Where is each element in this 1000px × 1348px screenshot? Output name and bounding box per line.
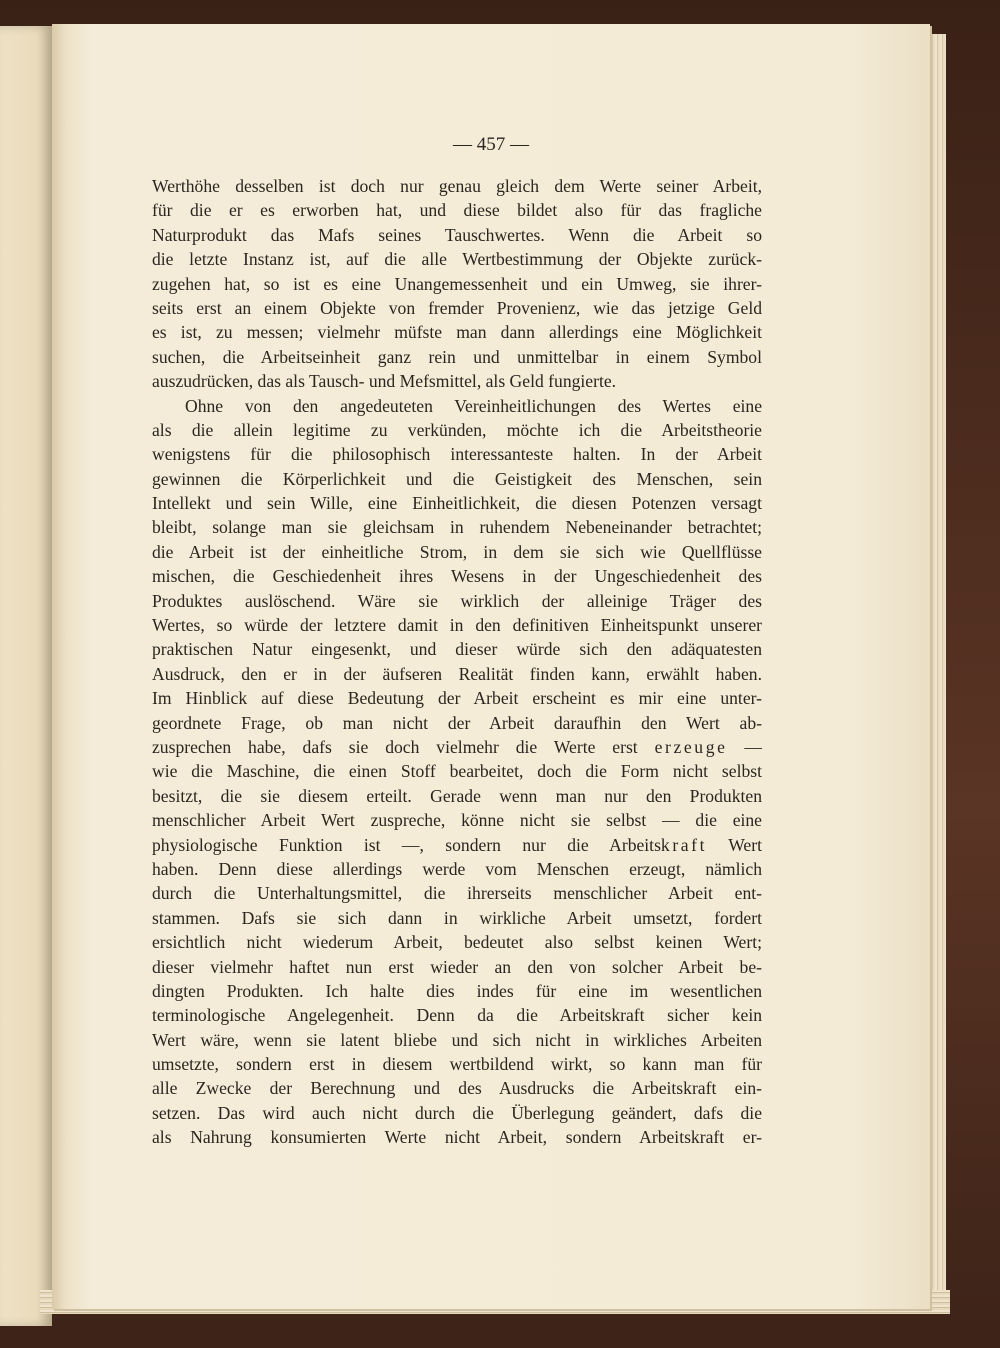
text-segment: — (744, 736, 762, 757)
text-line: praktischen Natur eingesenkt, und dieser würde sich den adäquatesten (152, 639, 762, 660)
paragraph-2 (152, 394, 762, 1150)
text-segment: Wert (728, 834, 762, 855)
text-line-with-emphasis (152, 833, 762, 857)
paragraph-1 (152, 174, 762, 394)
text-line: es ist, zu messen; vielmehr müfste man dann allerdings eine Möglichkeit (152, 322, 762, 343)
text-line: mischen, die Geschiedenheit ihres Wesens in der Ungeschiedenheit des (152, 566, 762, 587)
text-line: für die er es erworben hat, und diese bildet also für das fragliche (152, 200, 762, 221)
text-line: durch die Unterhaltungsmittel, die ihrerseits menschlicher Arbeit ent- (152, 883, 762, 904)
text-line: umsetzte, sondern erst in diesem wertbildend wirkt, so kann man für (152, 1054, 762, 1075)
text-line: Intellekt und sein Wille, eine Einheitlichkeit, die diesen Potenzen versagt (152, 493, 762, 514)
page-number: — 457 — (453, 134, 529, 155)
text-line: besitzt, die sie diesem erteilt. Gerade wenn man nur den Produkten (152, 785, 762, 806)
text-line: auszudrücken, das als Tausch- und Mefsmittel, als Geld fungierte. (152, 371, 617, 392)
emphasized-word: erzeuge (654, 736, 728, 757)
text-line: haben. Denn diese allerdings werde vom Menschen erzeugt, nämlich (152, 858, 762, 879)
text-line: geordnete Frage, ob man nicht der Arbeit daraufhin den Wert ab- (152, 712, 762, 733)
text-line: seits erst an einem Objekte von fremder Provenienz, wie das jetzige Geld (152, 297, 762, 318)
text-line: Wert wäre, wenn sie latent bliebe und sich nicht in wirkliches Arbeiten (152, 1029, 762, 1050)
text-line: Naturprodukt das Mafs seines Tauschwertes. Wenn die Arbeit so (152, 224, 762, 245)
text-line: Werthöhe desselben ist doch nur genau gleich dem Werte seiner Arbeit, (152, 176, 762, 196)
text-line: Wertes, so würde der letztere damit in den definitiven Einheitspunkt unserer (152, 615, 762, 636)
text-line: wie die Maschine, die einen Stoff bearbeitet, doch die Form nicht selbst (152, 761, 762, 782)
text-segment: zusprechen habe, dafs sie doch vielmehr die Werte erst (152, 736, 638, 757)
text-line: die letzte Instanz ist, auf die alle Wertbestimmung der Objekte zurück- (152, 249, 762, 270)
text-line: terminologische Angelegenheit. Denn da die Arbeitskraft sicher kein (152, 1005, 762, 1026)
text-line: als Nahrung konsumierten Werte nicht Arbeit, sondern Arbeitskraft er- (152, 1127, 762, 1148)
text-line: Produktes auslöschend. Wäre sie wirklich der alleinige Träger des (152, 590, 762, 611)
text-line: menschlicher Arbeit Wert zuspreche, könne nicht sie selbst — die eine (152, 810, 762, 831)
page-stack-right-edge (930, 34, 946, 1304)
text-line: setzen. Das wird auch nicht durch die Überlegung geändert, dafs die (152, 1102, 762, 1123)
text-line: zugehen hat, so ist es eine Unangemessenheit und ein Umweg, sie ihrer- (152, 273, 762, 294)
text-line: alle Zwecke der Berechnung und des Ausdrucks die Arbeitskraft ein- (152, 1078, 762, 1099)
facing-page-edge (0, 26, 52, 1326)
text-line: die Arbeit ist der einheitliche Strom, in dem sie sich wie Quellflüsse (152, 541, 762, 562)
text-line: als die allein legitime zu verkünden, möchte ich die Arbeitstheorie (152, 419, 762, 440)
text-line: dieser vielmehr haftet nun erst wieder an den von solcher Arbeit be- (152, 956, 762, 977)
text-line-with-emphasis (152, 735, 762, 759)
text-line: bleibt, solange man sie gleichsam in ruhendem Nebeneinander betrachtet; (152, 517, 762, 538)
book-page (52, 24, 930, 1309)
text-line: dingten Produkten. Ich halte dies indes für eine im wesentlichen (152, 980, 762, 1001)
emphasized-word: kraft (660, 834, 708, 855)
body-text (152, 174, 762, 1150)
text-line: Ohne von den angedeuteten Vereinheitlichungen des Wertes eine (185, 395, 762, 416)
text-line: wenigstens für die philosophisch interessanteste halten. In der Arbeit (152, 444, 762, 465)
text-line: Im Hinblick auf diese Bedeutung der Arbeit erscheint es mir eine unter- (152, 688, 762, 709)
text-line: gewinnen die Körperlichkeit und die Geistigkeit des Menschen, sein (152, 468, 762, 489)
text-segment: physiologische Funktion ist —, sondern nur die Arbeits (152, 834, 661, 855)
text-line: ersichtlich nicht wiederum Arbeit, bedeutet also selbst keinen Wert; (152, 932, 762, 953)
text-line: stammen. Dafs sie sich dann in wirkliche Arbeit umsetzt, fordert (152, 907, 762, 928)
text-line: suchen, die Arbeitseinheit ganz rein und unmittelbar in einem Symbol (152, 346, 762, 367)
text-line: Ausdruck, den er in der äufseren Realität finden kann, erwählt haben. (152, 663, 762, 684)
